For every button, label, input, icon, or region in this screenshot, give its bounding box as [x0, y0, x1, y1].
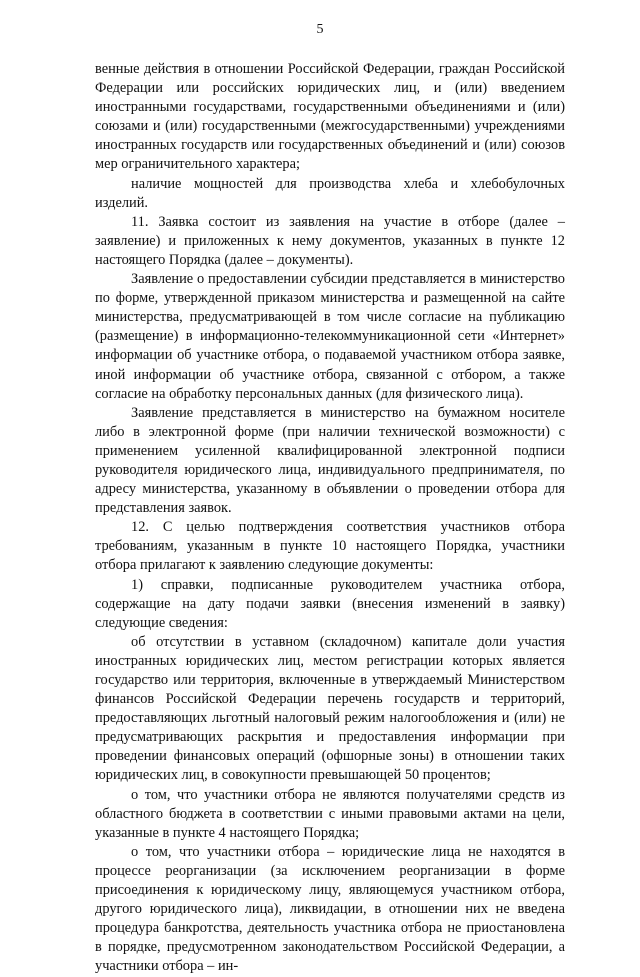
paragraph: 11. Заявка состоит из заявления на участие в отборе (далее – заявление) и приложенных к нему документов, указанных в пункте 12 настоящего Порядка (далее – документы). — [95, 213, 565, 268]
page-number: 5 — [316, 22, 324, 37]
paragraph: об отсутствии в уставном (складочном) капитале доли участия иностранных юридических лиц, местом регистрации которых является государство или территория, включенные в утверждаемый Министерством финансов Российской Федерации перечень государств и территорий, предоставляющих льготный налоговый режим налогообложения и (или) не предусматривающих раскрытия и предоставления информации при проведении финансовых операций (офшорные зоны) в отношении таких юридических лиц, в совокупности превышающей 50 процентов; — [95, 633, 565, 784]
paragraph: Заявление о предоставлении субсидии представляется в министерство по форме, утвержденной приказом министерства и размещенной на сайте министерства, предусматривающей в том числе согласие на публикацию (размещение) в информационно-телекоммуникационной сети «Интернет» информации об участнике отбора, о подаваемой участником отбора заявке, иной информации об участнике отбора, связанной с отбором, а также согласие на обработку персональных данных (для физического лица). — [95, 271, 565, 402]
paragraph: о том, что участники отбора не являются получателями средств из областного бюджета в соответствии с иными правовыми актами на цели, указанные в пункте 4 настоящего Порядка; — [95, 786, 565, 841]
paragraph: о том, что участники отбора – юридические лица не находятся в процессе реорганизации (за исключением реорганизации в форме присоединения к юридическому лицу, являющемуся участником отбора, другого юридического лица), ликвидации, в отношении них не введена процедура банкротства, деятельность участника отбора не приостановлена в порядке, предусмотренном законодательством Российской Федерации, а участники отбора – ин- — [95, 843, 565, 975]
paragraph: венные действия в отношении Российской Федерации, граждан Российской Федерации или российских юридических лиц, и (или) введением иностранными государствами, государственными объединениями и (или) союзами и (или) государственными (межгосударственными) учреждениями иностранных государств или государственных объединений и (или) союзов мер ограничительного характера; — [95, 61, 565, 173]
paragraph: наличие мощностей для производства хлеба и хлебобулочных изделий. — [95, 175, 565, 211]
paragraph: 1) справки, подписанные руководителем участника отбора, содержащие на дату подачи заявки (внесения изменений в заявку) следующие сведения: — [95, 576, 565, 631]
paragraph: 12. С целью подтверждения соответствия участников отбора требованиям, указанным в пункте 10 настоящего Порядка, участники отбора прилагают к заявлению следующие документы: — [95, 519, 565, 574]
document-body — [95, 60, 565, 977]
paragraph: Заявление представляется в министерство на бумажном носителе либо в электронной форме (при наличии технической возможности) с применением усиленной квалифицированной электронной подписи руководителя юридического лица, индивидуального предпринимателя, по адресу министерства, указанному в объявлении о проведении отбора для представления заявок. — [95, 404, 565, 517]
